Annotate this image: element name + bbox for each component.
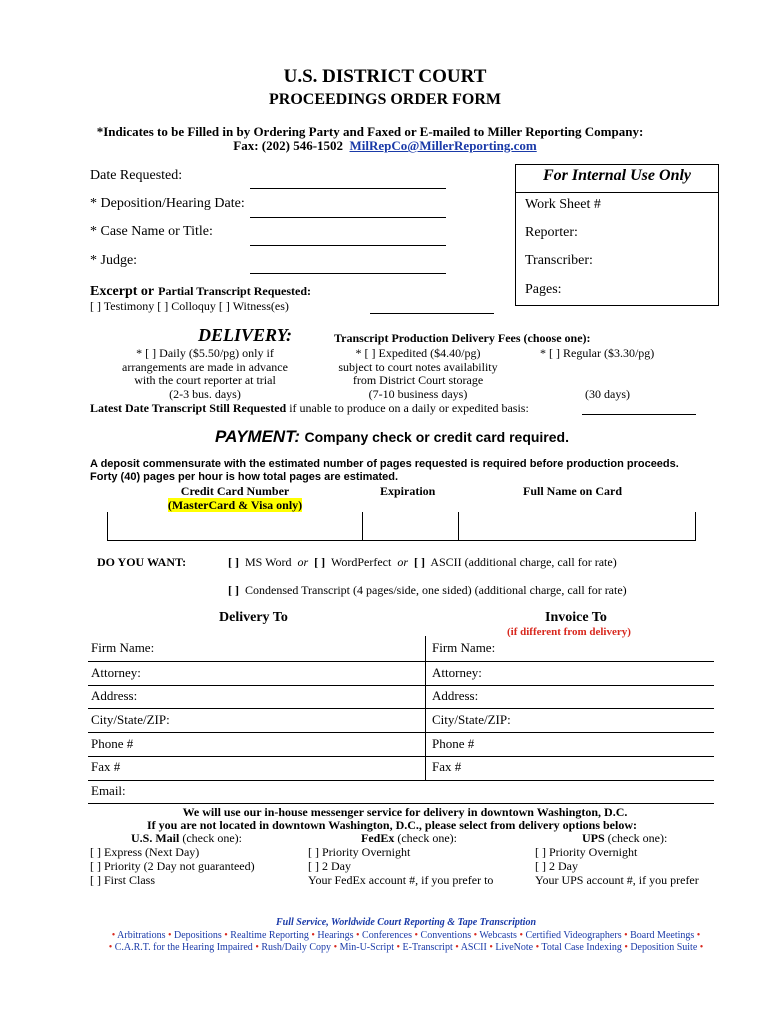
daily-desc-2: with the court reporter at trial [134, 373, 276, 387]
work-sheet-label: Work Sheet # [525, 197, 601, 212]
expedited-desc-3: (7-10 business days) [368, 387, 468, 401]
msword-checkbox[interactable]: [ ] [228, 555, 239, 569]
fedex-overnight-option[interactable]: [ ] Priority Overnight [308, 845, 411, 859]
address-rule [88, 685, 714, 686]
bullet-icon: • [697, 942, 704, 953]
judge-label: * Judge: [90, 253, 138, 268]
judge-field[interactable] [250, 273, 446, 274]
case-name-field[interactable] [250, 245, 446, 246]
fedex-2day-option[interactable]: [ ] 2 Day [308, 859, 351, 873]
regular-option[interactable]: * [ ] Regular ($3.30/pg) [540, 346, 655, 360]
ups-check: (check one): [607, 831, 668, 845]
latest-date-condition: if unable to produce on a daily or expedited basis: [289, 401, 529, 415]
witness-field[interactable] [370, 313, 494, 314]
ascii-checkbox[interactable]: [ ] [413, 555, 425, 569]
footer-service-item: Webcasts [479, 930, 517, 941]
address-rule [88, 803, 714, 804]
bullet-icon: • [108, 942, 115, 953]
footer-service-item: Rush/Daily Copy [261, 942, 332, 953]
deposit-text-1: A deposit commensurate with the estimated number of pages requested is required before production proceeds. [90, 458, 679, 470]
bullet-icon: • [412, 930, 421, 941]
delivery-phone-label[interactable]: Phone # [91, 736, 134, 751]
case-name-label: * Case Name or Title: [90, 224, 213, 239]
bullet-icon: • [331, 942, 340, 953]
excerpt-label-a: Excerpt or [90, 284, 155, 299]
footer-service-item: Certified Videographers [525, 930, 622, 941]
address-rule [88, 661, 714, 662]
footer-service-item: Arbitrations [117, 930, 166, 941]
cc-brands-text: (MasterCard & Visa only) [167, 498, 303, 512]
reporter-label: Reporter: [525, 225, 578, 240]
payment-heading [215, 427, 569, 447]
usmail-express-option[interactable]: [ ] Express (Next Day) [90, 845, 200, 859]
credit-card-fields [107, 512, 696, 541]
usmail-check: (check one): [182, 831, 242, 845]
invoice-address-label[interactable]: Address: [432, 688, 479, 703]
full-name-label: Full Name on Card [523, 484, 622, 498]
invoice-phone-label[interactable]: Phone # [432, 736, 475, 751]
ascii-label: ASCII (additional charge, call for rate) [430, 555, 617, 569]
messenger-note: We will use our in-house messenger service for delivery in downtown Washington, D.C. [182, 805, 628, 819]
footer-service-item: Deposition Suite [630, 942, 698, 953]
bullet-icon: • [252, 942, 262, 953]
ups-2day-option[interactable]: [ ] 2 Day [535, 859, 578, 873]
bullet-icon: • [221, 930, 231, 941]
fedex-heading [361, 831, 457, 846]
daily-desc-3: (2-3 bus. days) [169, 387, 241, 401]
condensed-label: Condensed Transcript (4 pages/side, one sided) (additional charge, call for rate) [245, 583, 627, 597]
or-text-2: or [397, 555, 408, 569]
invoice-firm-label[interactable]: Firm Name: [432, 640, 496, 655]
expedited-desc-1: subject to court notes availability [338, 360, 498, 374]
cc-divider-1 [362, 512, 363, 540]
excerpt-options[interactable]: [ ] Testimony [ ] Colloquy [ ] Witness(es) [90, 299, 289, 313]
usmail-heading [131, 831, 242, 846]
delivery-to-heading: Delivery To [219, 610, 288, 625]
cc-number-field[interactable] [107, 512, 108, 540]
cc-number-label: Credit Card Number [180, 484, 290, 498]
pages-label: Pages: [525, 282, 562, 297]
wordperfect-checkbox[interactable]: [ ] [314, 555, 326, 569]
invoice-city-label[interactable]: City/State/ZIP: [432, 712, 511, 727]
internal-divider [516, 192, 718, 193]
delivery-fax-label[interactable]: Fax # [91, 759, 121, 774]
footer-service-item: Depositions [174, 930, 222, 941]
cc-brands [130, 498, 340, 513]
email-link[interactable]: MilRepCo@MillerReporting.com [349, 138, 537, 153]
bullet-icon: • [452, 942, 461, 953]
excerpt-label-b: Partial Transcript Requested: [158, 284, 312, 298]
expedited-option[interactable]: * [ ] Expedited ($4.40/pg) [355, 346, 481, 360]
bullet-icon: • [516, 930, 526, 941]
page-title: U.S. DISTRICT COURT [283, 66, 487, 87]
ups-title: UPS [582, 831, 605, 845]
delivery-fees-heading: Transcript Production Delivery Fees (choose one): [334, 331, 591, 345]
usmail-priority-option[interactable]: [ ] Priority (2 Day not guaranteed) [90, 859, 255, 873]
transcriber-label: Transcriber: [525, 253, 593, 268]
footer-service-item: Board Meetings [630, 930, 695, 941]
bullet-icon: • [353, 930, 363, 941]
ups-account-field[interactable]: Your UPS account #, if you prefer [535, 873, 699, 887]
cc-divider-2 [458, 512, 459, 540]
or-text-1: or [297, 555, 309, 569]
delivery-city-label[interactable]: City/State/ZIP: [91, 712, 170, 727]
invoice-to-heading: Invoice To [545, 610, 607, 625]
fax-line [0, 138, 770, 154]
bullet-icon: • [471, 930, 480, 941]
fedex-title: FedEx [361, 831, 395, 845]
delivery-email-label[interactable]: Email: [91, 783, 126, 798]
daily-option[interactable]: * [ ] Daily ($5.50/pg) only if [136, 346, 274, 360]
daily-desc-1: arrangements are made in advance [122, 360, 288, 374]
footer-service-item: LiveNote [495, 942, 534, 953]
invoice-attorney-label[interactable]: Attorney: [432, 665, 482, 680]
footer-services-row-1 [0, 930, 770, 941]
expiration-label: Expiration [380, 484, 436, 498]
payment-title: PAYMENT: [215, 427, 300, 446]
ups-overnight-option[interactable]: [ ] Priority Overnight [535, 845, 638, 859]
do-you-want-label: DO YOU WANT: [97, 555, 187, 569]
msword-label: MS Word [245, 555, 292, 569]
usmail-firstclass-option[interactable]: [ ] First Class [90, 873, 156, 887]
deposition-date-field[interactable] [250, 217, 446, 218]
address-rule [88, 732, 714, 733]
regular-desc: (30 days) [585, 387, 630, 401]
date-requested-label: Date Requested: [90, 168, 183, 183]
expedited-desc-2: from District Court storage [352, 373, 484, 387]
delivery-firm-label[interactable]: Firm Name: [91, 640, 155, 655]
bullet-icon: • [394, 942, 403, 953]
footer-service-item: C.A.R.T. for the Hearing Impaired [114, 942, 253, 953]
instruction-text: *Indicates to be Filled in by Ordering Party and Faxed or E-mailed to Miller Reporting Company: [96, 124, 644, 139]
delivery-options-note: If you are not located in downtown Washington, D.C., please select from delivery options below: [146, 818, 637, 832]
condensed-checkbox[interactable]: [ ] [228, 583, 239, 597]
deposition-date-label: * Deposition/Hearing Date: [90, 196, 245, 211]
address-rule [88, 756, 714, 757]
excerpt-label [90, 282, 311, 300]
usmail-title: U.S. Mail [131, 831, 180, 845]
bullet-icon: • [165, 930, 174, 941]
bullet-icon: • [533, 942, 542, 953]
bullet-icon: • [621, 942, 631, 953]
ups-heading [582, 831, 667, 846]
address-rule [88, 708, 714, 709]
footer-service-item: Hearings [317, 930, 354, 941]
footer-service-item: E-Transcript [402, 942, 453, 953]
footer-service-item: Total Case Indexing [541, 942, 622, 953]
if-different-note: (if different from delivery) [507, 626, 631, 638]
internal-use-title: For Internal Use Only [542, 167, 692, 184]
footer-service-item: Conventions [420, 930, 472, 941]
deposit-text-2: Forty (40) pages per hour is how total pages are estimated. [90, 471, 399, 483]
internal-use-box [515, 164, 719, 306]
delivery-address-label[interactable]: Address: [91, 688, 138, 703]
footer-tagline: Full Service, Worldwide Court Reporting & Tape Transcription [275, 917, 537, 928]
footer-service-item: Min-U-Script [339, 942, 395, 953]
bullet-icon: • [694, 930, 701, 941]
format-options [228, 555, 617, 570]
latest-date-label: Latest Date Transcript Still Requested [90, 401, 287, 415]
latest-date-line [90, 401, 529, 416]
bullet-icon: • [621, 930, 631, 941]
page-subtitle: PROCEEDINGS ORDER FORM [268, 91, 501, 108]
footer-service-item: Realtime Reporting [230, 930, 309, 941]
bullet-icon: • [308, 930, 318, 941]
address-rule [88, 780, 714, 781]
wordperfect-label: WordPerfect [330, 555, 392, 569]
bullet-icon: • [486, 942, 496, 953]
latest-date-field[interactable] [582, 414, 696, 415]
fedex-check: (check one): [397, 831, 457, 845]
condensed-option [228, 583, 627, 598]
date-requested-field[interactable] [250, 188, 446, 189]
invoice-fax-label[interactable]: Fax # [432, 759, 462, 774]
bullet-icon: • [111, 930, 118, 941]
footer-service-item: Conferences [362, 930, 413, 941]
fax-number: Fax: (202) 546-1502 [233, 138, 344, 153]
payment-subtitle: Company check or credit card required. [304, 429, 569, 445]
delivery-title: DELIVERY: [198, 325, 293, 345]
fedex-account-field[interactable]: Your FedEx account #, if you prefer to [308, 873, 494, 887]
footer-services-row-2 [0, 942, 770, 953]
footer-service-item: ASCII [460, 942, 487, 953]
delivery-attorney-label[interactable]: Attorney: [91, 665, 141, 680]
